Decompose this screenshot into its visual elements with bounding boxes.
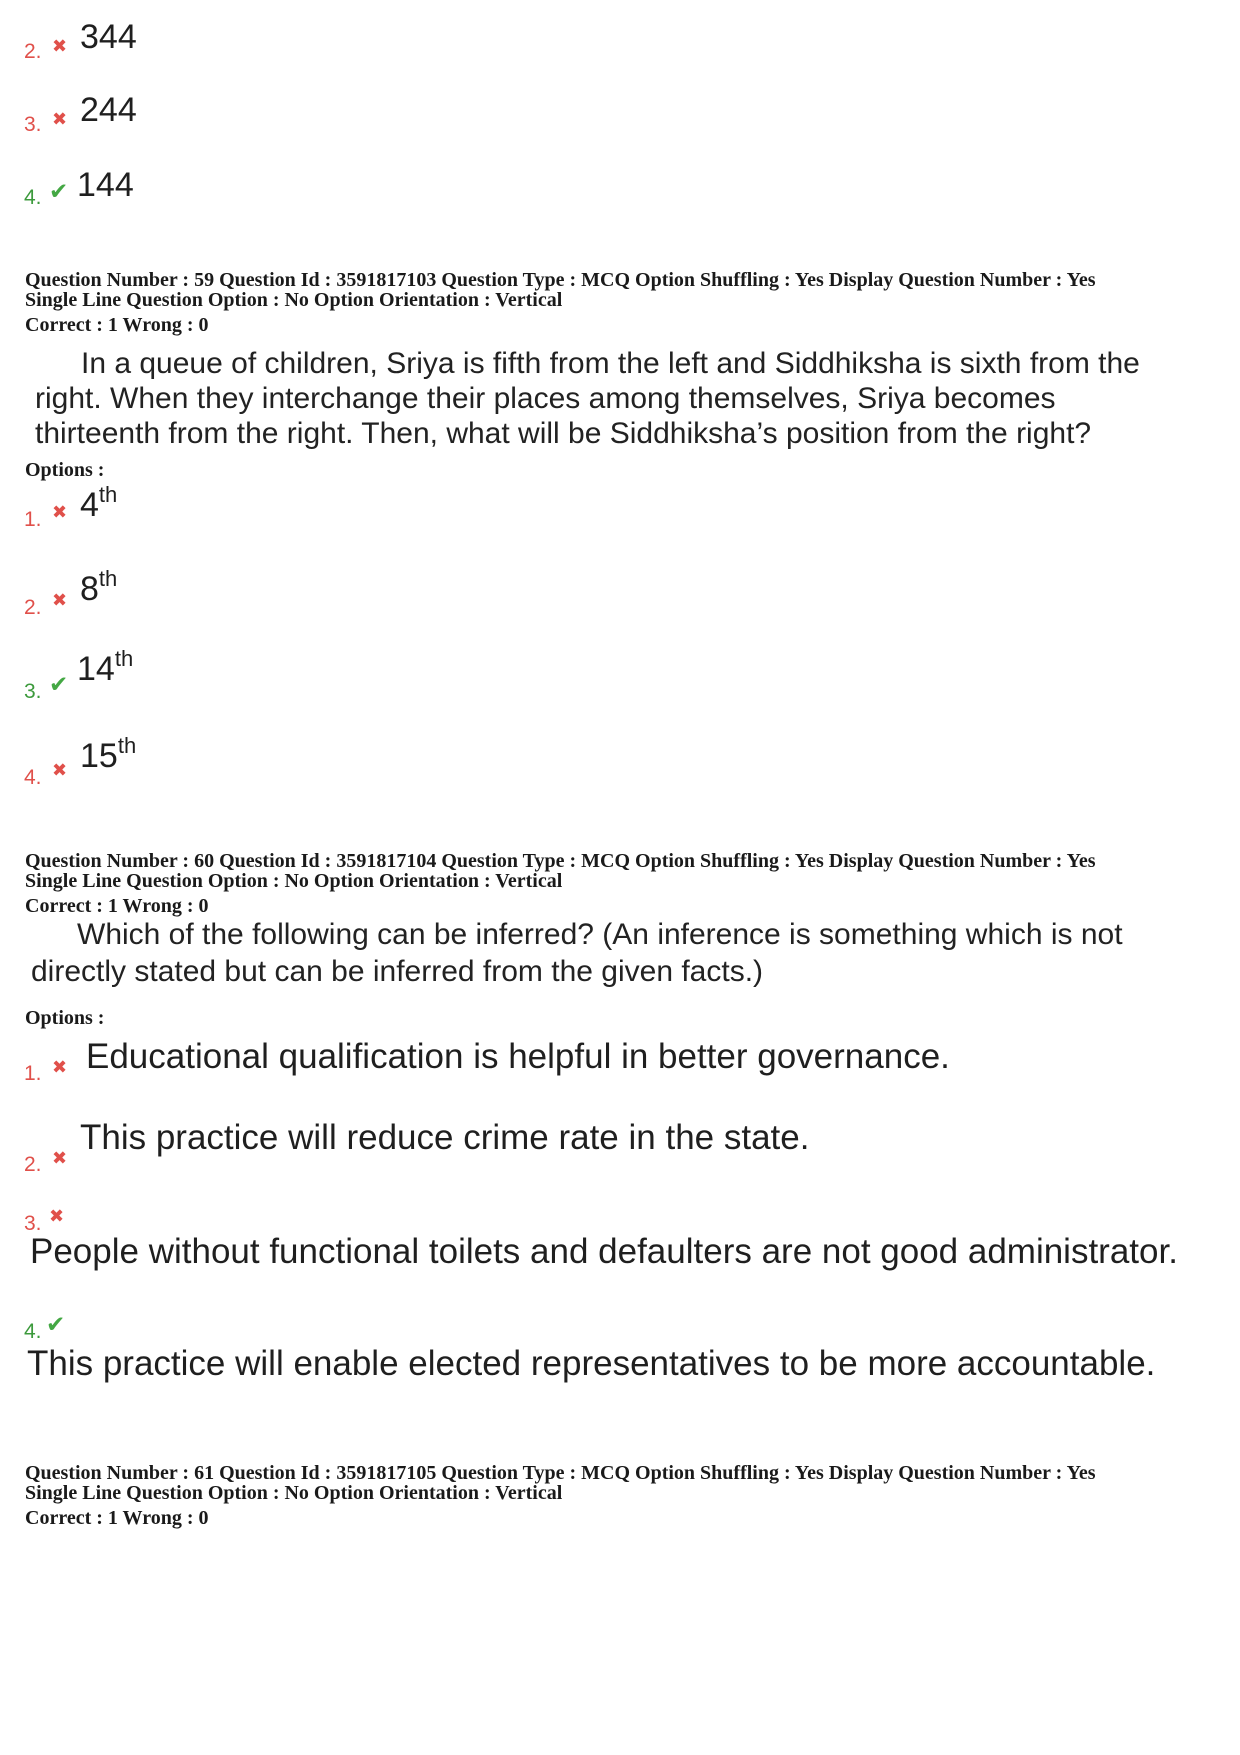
question-score-line: Correct : 1 Wrong : 0 [25,314,209,336]
question-score-line: Correct : 1 Wrong : 0 [25,1507,209,1529]
options-label: Options : [25,459,105,481]
option-text: Educational qualification is helpful in better governance. [86,1037,950,1076]
question-text-line: right. When they interchange their places among themselves, Sriya becomes [35,382,1056,415]
cross-icon: ✖ [49,1206,65,1227]
question-score-line: Correct : 1 Wrong : 0 [25,895,209,917]
option-text: 344 [80,18,137,56]
cross-icon: ✖ [52,36,68,57]
option-text: 144 [77,166,134,204]
check-icon: ✔ [49,672,69,698]
cross-icon: ✖ [52,760,68,781]
check-icon: ✔ [49,179,69,205]
question-meta-line1: Question Number : 60 Question Id : 3591817104 Question Type : MCQ Option Shuffling : Yes Display Question Number : Yes [25,850,1096,872]
option-number: 2. [24,1153,42,1176]
option-number: 3. [24,680,42,703]
question-text-line: Which of the following can be inferred? (An inference is something which is not [77,918,1123,951]
cross-icon: ✖ [52,502,68,523]
option-number: 4. [24,1320,42,1343]
cross-icon: ✖ [52,1148,68,1169]
question-text-line: directly stated but can be inferred from the given facts.) [31,955,764,988]
option-text: 244 [80,91,137,129]
option-text: 8th [80,566,118,608]
option-text: 14th [77,646,134,688]
option-number: 1. [24,1062,42,1085]
option-number: 4. [24,766,42,789]
cross-icon: ✖ [52,109,68,130]
cross-icon: ✖ [52,590,68,611]
option-number: 2. [24,40,42,63]
check-icon: ✔ [46,1312,66,1338]
question-meta-line2: Single Line Question Option : No Option Orientation : Vertical [25,1482,563,1504]
question-meta-line2: Single Line Question Option : No Option Orientation : Vertical [25,870,563,892]
question-meta-line1: Question Number : 61 Question Id : 3591817105 Question Type : MCQ Option Shuffling : Yes Display Question Number : Yes [25,1462,1096,1484]
option-number: 1. [24,508,42,531]
option-text: This practice will reduce crime rate in the state. [80,1118,810,1157]
option-text: 15th [80,733,137,775]
question-meta-line1: Question Number : 59 Question Id : 3591817103 Question Type : MCQ Option Shuffling : Yes Display Question Number : Yes [25,269,1096,291]
cross-icon: ✖ [52,1057,68,1078]
option-number: 2. [24,596,42,619]
option-number: 3. [24,113,42,136]
question-text-line: thirteenth from the right. Then, what will be Siddhiksha’s position from the right? [35,417,1092,450]
option-number: 4. [24,186,42,209]
option-text: People without functional toilets and defaulters are not good administrator. [30,1232,1178,1271]
options-label: Options : [25,1007,105,1029]
option-number: 3. [24,1212,42,1235]
question-text-line: In a queue of children, Sriya is fifth from the left and Siddhiksha is sixth from the [81,347,1140,380]
option-text: This practice will enable elected representatives to be more accountable. [27,1344,1156,1383]
option-text: 4th [80,482,118,524]
question-meta-line2: Single Line Question Option : No Option Orientation : Vertical [25,289,563,311]
